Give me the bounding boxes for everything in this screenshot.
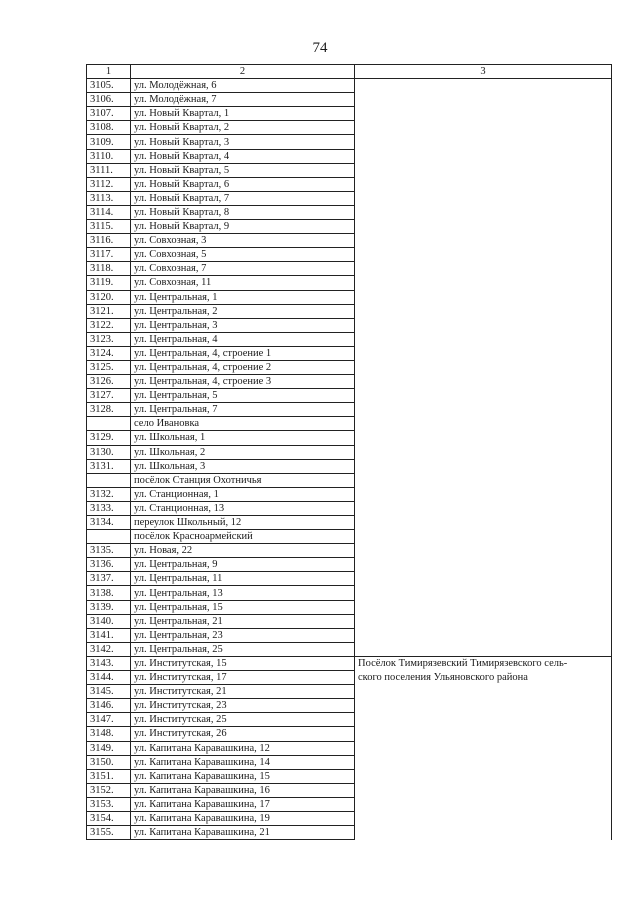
row-number: 3137. bbox=[87, 572, 131, 586]
row-number: 3128. bbox=[87, 403, 131, 417]
row-number: 3126. bbox=[87, 375, 131, 389]
row-number: 3154. bbox=[87, 811, 131, 825]
row-number: 3151. bbox=[87, 769, 131, 783]
address-table bbox=[86, 64, 612, 840]
row-address: ул. Институтская, 25 bbox=[131, 713, 355, 727]
row-number: 3152. bbox=[87, 783, 131, 797]
row-number: 3120. bbox=[87, 290, 131, 304]
row-address: ул. Институтская, 26 bbox=[131, 727, 355, 741]
row-number: 3115. bbox=[87, 220, 131, 234]
row-number: 3142. bbox=[87, 642, 131, 656]
row-number: 3155. bbox=[87, 826, 131, 840]
row-number: 3108. bbox=[87, 121, 131, 135]
row-number: 3136. bbox=[87, 558, 131, 572]
row-address: ул. Капитана Каравашкина, 16 bbox=[131, 783, 355, 797]
row-number: 3125. bbox=[87, 360, 131, 374]
row-number: 3114. bbox=[87, 205, 131, 219]
row-number: 3148. bbox=[87, 727, 131, 741]
row-number: 3121. bbox=[87, 304, 131, 318]
row-address: переулок Школьный, 12 bbox=[131, 516, 355, 530]
row-address: ул. Центральная, 5 bbox=[131, 389, 355, 403]
settlement-note-cell bbox=[355, 656, 612, 839]
row-address: ул. Совхозная, 3 bbox=[131, 234, 355, 248]
column-3-empty-cell bbox=[355, 79, 612, 657]
row-number: 3116. bbox=[87, 234, 131, 248]
row-address: ул. Молодёжная, 7 bbox=[131, 93, 355, 107]
row-address: ул. Новый Квартал, 3 bbox=[131, 135, 355, 149]
row-address: ул. Новый Квартал, 5 bbox=[131, 163, 355, 177]
row-number: 3106. bbox=[87, 93, 131, 107]
row-number: 3105. bbox=[87, 79, 131, 93]
row-number: 3111. bbox=[87, 163, 131, 177]
row-address: ул. Центральная, 3 bbox=[131, 318, 355, 332]
row-address: ул. Центральная, 13 bbox=[131, 586, 355, 600]
row-number: 3117. bbox=[87, 248, 131, 262]
column-header-1: 1 bbox=[87, 65, 131, 79]
row-number: 3119. bbox=[87, 276, 131, 290]
row-number: 3132. bbox=[87, 487, 131, 501]
column-header-3: 3 bbox=[355, 65, 612, 79]
row-number: 3141. bbox=[87, 628, 131, 642]
row-address: ул. Капитана Каравашкина, 21 bbox=[131, 826, 355, 840]
row-number: 3140. bbox=[87, 614, 131, 628]
row-number bbox=[87, 530, 131, 544]
row-number: 3147. bbox=[87, 713, 131, 727]
row-number: 3123. bbox=[87, 332, 131, 346]
row-address: ул. Центральная, 25 bbox=[131, 642, 355, 656]
table-row bbox=[87, 79, 612, 93]
settlement-note-line-2: ского поселения Ульяновского района bbox=[358, 671, 528, 683]
column-header-2: 2 bbox=[131, 65, 355, 79]
row-number: 3133. bbox=[87, 501, 131, 515]
row-number: 3131. bbox=[87, 459, 131, 473]
row-number: 3146. bbox=[87, 699, 131, 713]
row-address: ул. Институтская, 15 bbox=[131, 656, 355, 670]
row-number: 3138. bbox=[87, 586, 131, 600]
row-address: ул. Школьная, 2 bbox=[131, 445, 355, 459]
row-number: 3153. bbox=[87, 797, 131, 811]
row-address: ул. Центральная, 23 bbox=[131, 628, 355, 642]
row-address: ул. Новая, 22 bbox=[131, 544, 355, 558]
row-number: 3113. bbox=[87, 191, 131, 205]
row-address: ул. Центральная, 9 bbox=[131, 558, 355, 572]
row-address: ул. Центральная, 7 bbox=[131, 403, 355, 417]
table-body bbox=[87, 79, 612, 840]
row-number: 3134. bbox=[87, 516, 131, 530]
row-address: ул. Молодёжная, 6 bbox=[131, 79, 355, 93]
row-number: 3150. bbox=[87, 755, 131, 769]
row-number: 3122. bbox=[87, 318, 131, 332]
row-address: ул. Совхозная, 5 bbox=[131, 248, 355, 262]
row-number: 3124. bbox=[87, 346, 131, 360]
row-number: 3127. bbox=[87, 389, 131, 403]
row-address: ул. Центральная, 21 bbox=[131, 614, 355, 628]
row-address: ул. Школьная, 1 bbox=[131, 431, 355, 445]
row-address: ул. Центральная, 4 bbox=[131, 332, 355, 346]
row-address: ул. Новый Квартал, 9 bbox=[131, 220, 355, 234]
row-address: ул. Новый Квартал, 4 bbox=[131, 149, 355, 163]
row-address: ул. Школьная, 3 bbox=[131, 459, 355, 473]
row-address: ул. Новый Квартал, 8 bbox=[131, 205, 355, 219]
row-address: ул. Совхозная, 7 bbox=[131, 262, 355, 276]
table-row bbox=[87, 656, 612, 670]
row-number bbox=[87, 473, 131, 487]
row-address: ул. Институтская, 23 bbox=[131, 699, 355, 713]
row-number: 3130. bbox=[87, 445, 131, 459]
row-address: ул. Капитана Каравашкина, 19 bbox=[131, 811, 355, 825]
row-address: ул. Центральная, 11 bbox=[131, 572, 355, 586]
row-number: 3118. bbox=[87, 262, 131, 276]
row-number: 3110. bbox=[87, 149, 131, 163]
row-number: 3145. bbox=[87, 685, 131, 699]
row-address: ул. Центральная, 1 bbox=[131, 290, 355, 304]
row-number: 3109. bbox=[87, 135, 131, 149]
settlement-note-line-1: Посёлок Тимирязевский Тимирязевского сель- bbox=[358, 657, 568, 669]
row-address: ул. Станционная, 13 bbox=[131, 501, 355, 515]
row-number: 3112. bbox=[87, 177, 131, 191]
row-number: 3144. bbox=[87, 671, 131, 685]
row-number: 3149. bbox=[87, 741, 131, 755]
row-address: село Ивановка bbox=[131, 417, 355, 431]
row-address: ул. Центральная, 4, строение 2 bbox=[131, 360, 355, 374]
row-number: 3143. bbox=[87, 656, 131, 670]
row-address: посёлок Красноармейский bbox=[131, 530, 355, 544]
row-address: ул. Новый Квартал, 2 bbox=[131, 121, 355, 135]
row-address: ул. Капитана Каравашкина, 12 bbox=[131, 741, 355, 755]
row-number: 3135. bbox=[87, 544, 131, 558]
row-address: ул. Новый Квартал, 6 bbox=[131, 177, 355, 191]
table-header-row bbox=[87, 65, 612, 79]
row-address: ул. Капитана Каравашкина, 17 bbox=[131, 797, 355, 811]
row-address: ул. Центральная, 4, строение 1 bbox=[131, 346, 355, 360]
row-address: ул. Капитана Каравашкина, 15 bbox=[131, 769, 355, 783]
row-address: ул. Новый Квартал, 7 bbox=[131, 191, 355, 205]
row-address: ул. Совхозная, 11 bbox=[131, 276, 355, 290]
row-address: ул. Институтская, 21 bbox=[131, 685, 355, 699]
row-number: 3139. bbox=[87, 600, 131, 614]
row-address: ул. Центральная, 15 bbox=[131, 600, 355, 614]
row-number bbox=[87, 417, 131, 431]
page-number: 74 bbox=[312, 40, 328, 56]
row-number: 3129. bbox=[87, 431, 131, 445]
row-address: ул. Центральная, 2 bbox=[131, 304, 355, 318]
row-address: ул. Институтская, 17 bbox=[131, 671, 355, 685]
row-address: посёлок Станция Охотничья bbox=[131, 473, 355, 487]
row-address: ул. Центральная, 4, строение 3 bbox=[131, 375, 355, 389]
row-address: ул. Станционная, 1 bbox=[131, 487, 355, 501]
row-address: ул. Капитана Каравашкина, 14 bbox=[131, 755, 355, 769]
row-address: ул. Новый Квартал, 1 bbox=[131, 107, 355, 121]
row-number: 3107. bbox=[87, 107, 131, 121]
